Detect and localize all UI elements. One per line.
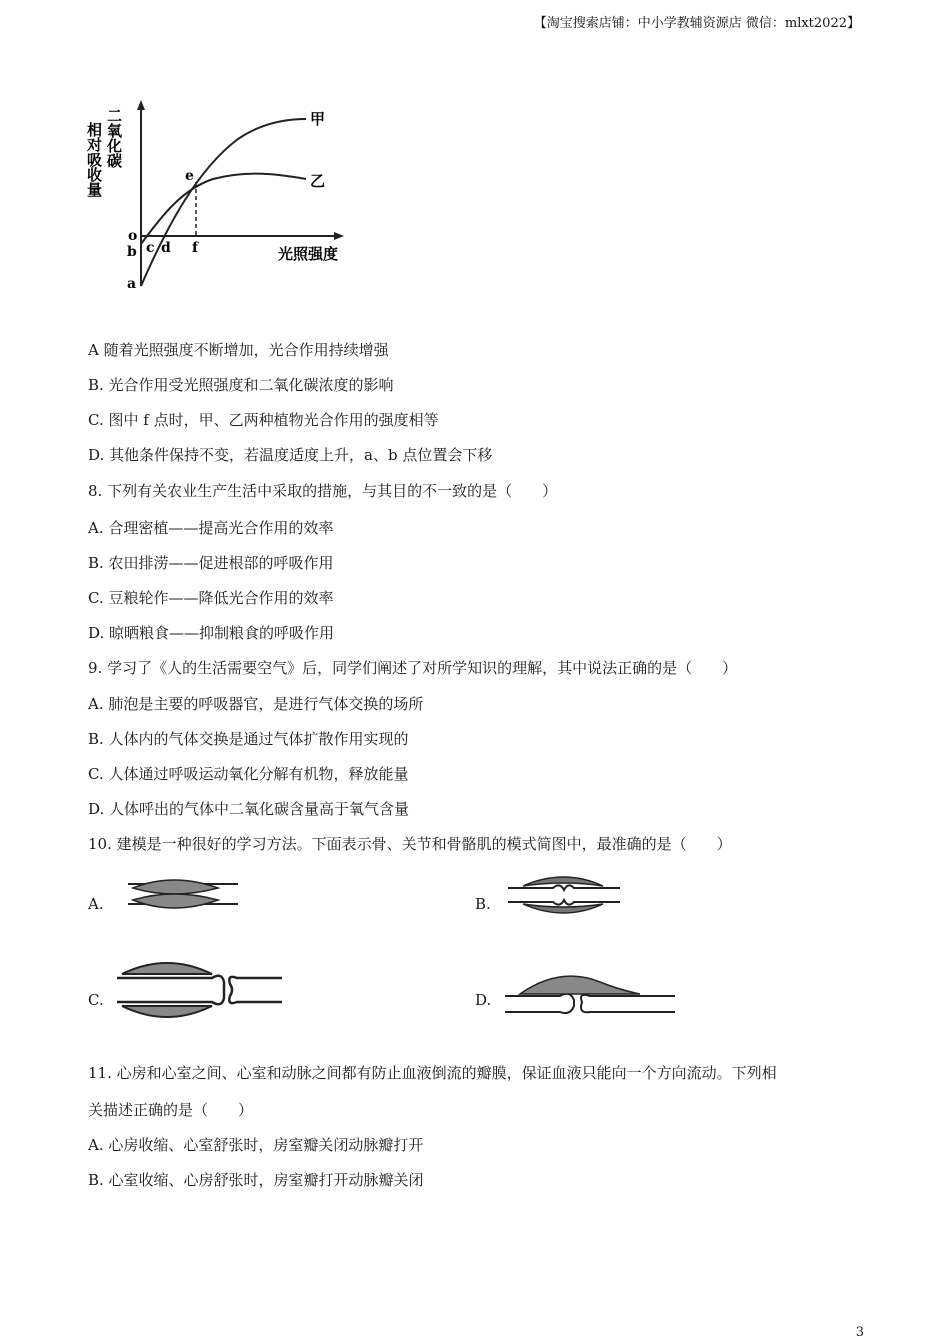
point-b: b [127,244,137,260]
q8-option-c: C. 豆粮轮作——降低光合作用的效率 [88,589,334,607]
y-axis-label-1: 相对吸收量 [85,122,103,197]
q7-option-d: D. 其他条件保持不变，若温度适度上升，a、b 点位置会下移 [88,446,493,464]
q10-diagram-a [108,866,248,926]
point-c: c [146,240,155,256]
q10-label-c: C. [88,991,104,1009]
q11-stem-line2: 关描述正确的是（ ） [88,1101,254,1119]
q11-stem-line1: 11. 心房和心室之间、心室和动脉之间都有防止血液倒流的瓣膜，保证血液只能向一个方向流动。下列相 [88,1064,777,1082]
q10-diagram-c [112,950,287,1030]
x-axis-arrow [334,232,344,240]
q10-diagram-d [500,966,680,1026]
point-f: f [192,240,199,256]
q10-stem: 10. 建模是一种很好的学习方法。下面表示骨、关节和骨骼肌的模式简图中，最准确的是（ ） [88,835,732,853]
q10-diagram-b [498,866,628,926]
co2-light-graph [85,74,368,304]
point-a: a [127,276,137,292]
q10-label-b: B. [475,895,491,913]
q9-option-c: C. 人体通过呼吸运动氧化分解有机物，释放能量 [88,765,409,783]
curve-jia-label: 甲 [310,110,326,128]
q8-option-b: B. 农田排涝——促进根部的呼吸作用 [88,554,334,572]
page-header: 【淘宝搜索店铺：中小学教辅资源店 微信：mlxt2022】 [533,16,860,31]
q9-option-d: D. 人体呼出的气体中二氧化碳含量高于氧气含量 [88,800,410,818]
q9-option-b: B. 人体内的气体交换是通过气体扩散作用实现的 [88,730,409,748]
q9-stem: 9. 学习了《人的生活需要空气》后，同学们阐述了对所学知识的理解，其中说法正确的是（ ） [88,659,738,677]
page-number: 3 [855,1325,864,1340]
curve-yi-label: 乙 [310,172,326,190]
point-o: o [128,228,138,244]
q7-option-c: C. 图中 f 点时，甲、乙两种植物光合作用的强度相等 [88,411,439,429]
x-axis-label: 光照强度 [278,245,339,263]
q8-option-a: A. 合理密植——提高光合作用的效率 [88,519,334,537]
q7-option-b: B. 光合作用受光照强度和二氧化碳浓度的影响 [88,376,394,394]
q9-option-a: A. 肺泡是主要的呼吸器官，是进行气体交换的场所 [88,695,424,713]
q11-option-b: B. 心室收缩、心房舒张时，房室瓣打开动脉瓣关闭 [88,1171,424,1189]
q10-label-a: A. [88,895,104,913]
y-axis-label-2: 二氧化碳 [105,108,123,168]
q7-option-a: A 随着光照强度不断增加，光合作用持续增强 [88,341,389,359]
point-d: d [161,240,171,256]
q10-label-d: D. [475,991,492,1009]
q8-option-d: D. 晾晒粮食——抑制粮食的呼吸作用 [88,624,335,642]
q11-option-a: A. 心房收缩、心室舒张时，房室瓣关闭动脉瓣打开 [88,1136,424,1154]
point-e: e [185,168,194,184]
q8-stem: 8. 下列有关农业生产生活中采取的措施，与其目的不一致的是（ ） [88,482,558,500]
y-axis-arrow [137,100,145,110]
